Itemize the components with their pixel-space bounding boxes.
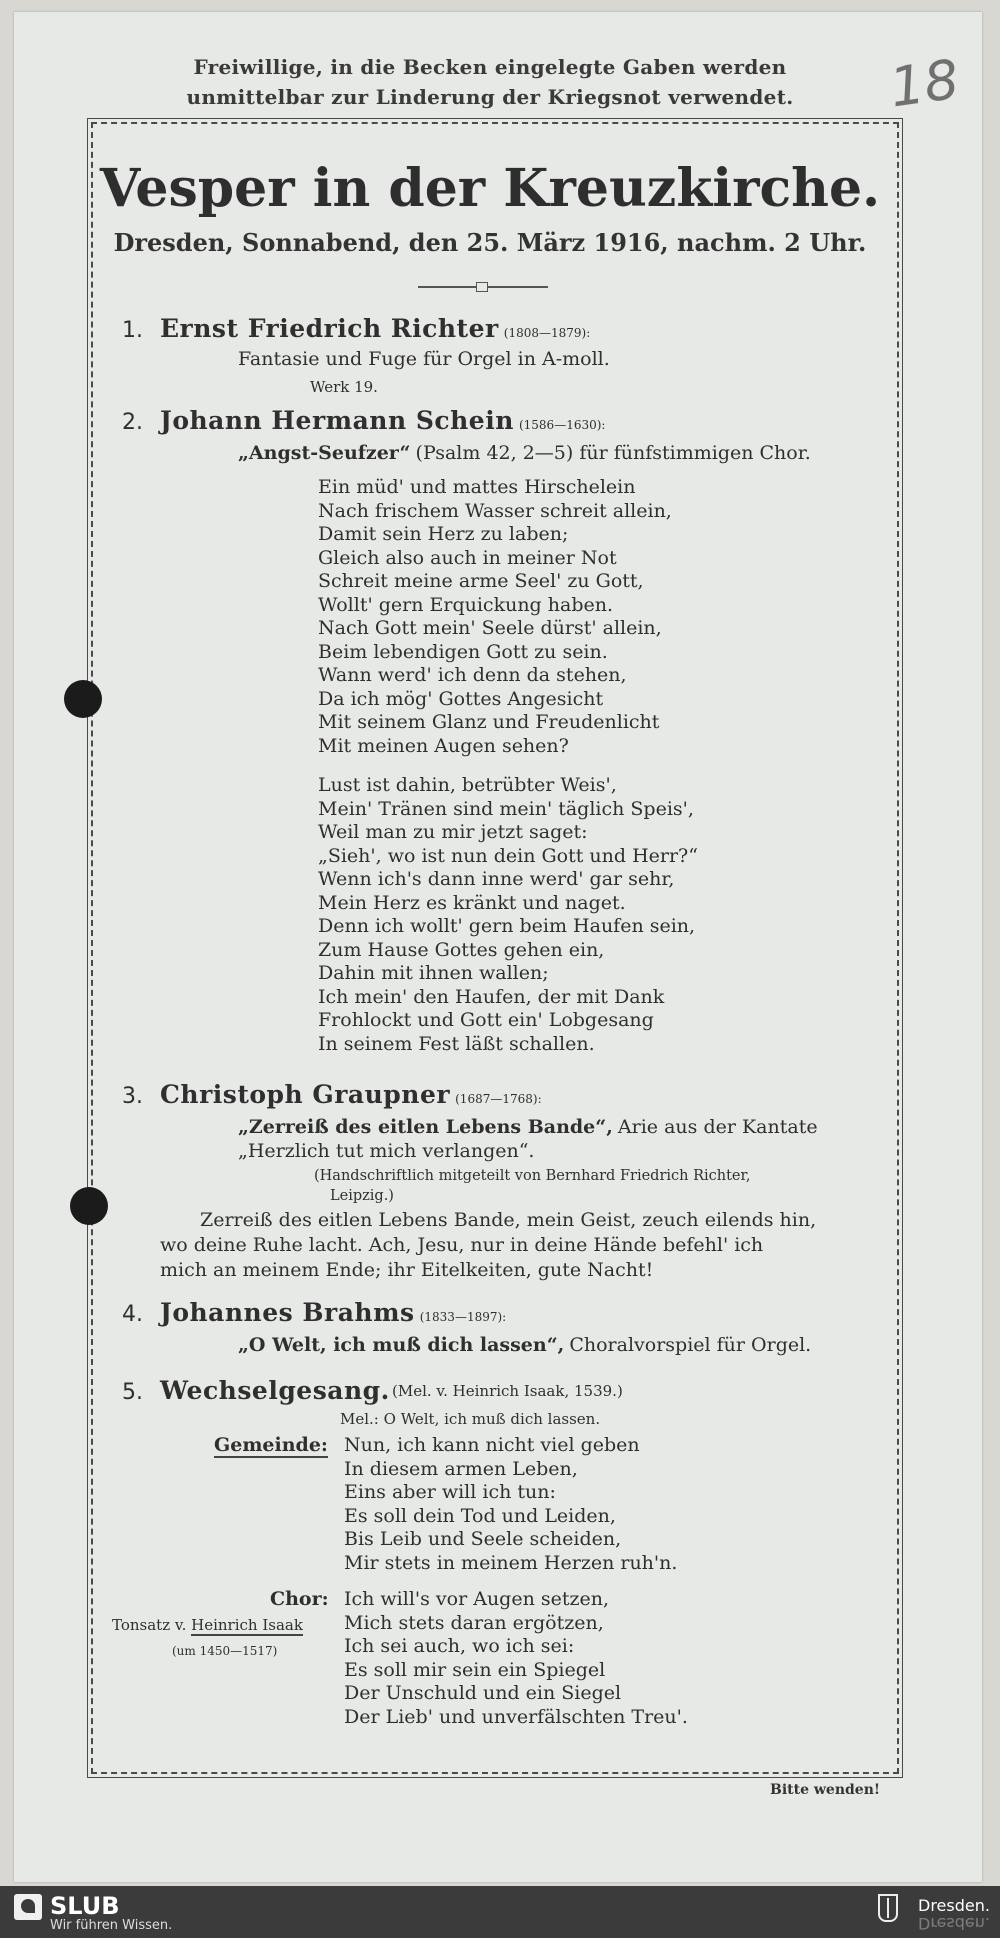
verse-line: Wollt' gern Erquickung haben.	[318, 593, 614, 616]
page-title: Vesper in der Kreuzkirche.	[99, 158, 881, 219]
verse-line: Es soll dein Tod und Leiden,	[344, 1504, 616, 1527]
slub-name[interactable]: SLUB	[50, 1892, 120, 1920]
page-subtitle: Dresden, Sonnabend, den 25. März 1916, nachm. 2 Uhr.	[113, 228, 867, 257]
verse-line: Nun, ich kann nicht viel geben	[344, 1434, 640, 1456]
item2-work-title: „Angst-Seufzer“	[238, 442, 411, 464]
item1-number: 1.	[122, 318, 143, 343]
item4-heading	[160, 1298, 506, 1327]
item3-work-rest: Arie aus der Kantate	[617, 1116, 818, 1138]
slub-claim: Wir führen Wissen.	[50, 1918, 173, 1933]
item5-melody: Mel.: O Welt, ich muß dich lassen.	[340, 1410, 601, 1428]
verse-line: Nach frischem Wasser schreit allein,	[318, 499, 672, 522]
verse-line: Frohlockt und Gott ein' Lobgesang	[318, 1009, 654, 1031]
verse-line: „Sieh', wo ist nun dein Gott und Herr?“	[318, 844, 698, 867]
verse-line: Wann werd' ich denn da stehen,	[318, 664, 627, 686]
item5-melody-source: (Mel. v. Heinrich Isaak, 1539.)	[392, 1382, 623, 1400]
verse-line: Mit seinem Glanz und Freudenlicht	[318, 711, 660, 733]
item2-stanza2	[318, 774, 698, 1056]
item3-source-line2: Leipzig.)	[330, 1188, 394, 1204]
verse-line: Gleich also auch in meiner Not	[318, 546, 617, 569]
item1-years: (1808—1879):	[503, 326, 591, 340]
item4-composer: Johannes Brahms	[160, 1298, 415, 1327]
item4-years: (1833—1897):	[419, 1310, 507, 1324]
item3-number: 3.	[122, 1084, 143, 1109]
choir-setting	[112, 1616, 303, 1634]
prose-line: Zerreiß des eitlen Lebens Bande, mein Geist, zeuch eilends hin,	[200, 1209, 817, 1231]
setting-years: (um 1450—1517)	[172, 1644, 278, 1658]
donation-note-line2: unmittelbar zur Linderung der Kriegsnot verwendet.	[186, 85, 794, 109]
verse-line: Zum Hause Gottes gehen ein,	[318, 938, 605, 961]
congregation-label: Gemeinde:	[214, 1434, 328, 1456]
item1-heading	[160, 314, 590, 343]
verse-line: Damit sein Herz zu laben;	[318, 523, 569, 545]
divider-ornament	[418, 286, 548, 288]
verse-line: Ich will's vor Augen setzen,	[344, 1588, 610, 1610]
choir-verse	[344, 1588, 688, 1729]
item4-number: 4.	[122, 1302, 143, 1327]
setting-prefix: Tonsatz v.	[112, 1616, 187, 1634]
dresden-crest-icon[interactable]	[878, 1894, 898, 1922]
congregation-verse	[344, 1434, 677, 1575]
verse-line: Ich mein' den Haufen, der mit Dank	[318, 985, 665, 1008]
verse-line: Mich stets daran ergötzen,	[344, 1611, 604, 1634]
item4-work-title: „O Welt, ich muß dich lassen“,	[238, 1334, 565, 1356]
verse-line: In diesem armen Leben,	[344, 1457, 578, 1480]
verse-line: Ich sei auch, wo ich sei:	[344, 1635, 575, 1657]
item3-heading	[160, 1080, 542, 1109]
item4-work	[238, 1334, 811, 1356]
item5-number: 5.	[122, 1380, 143, 1405]
verse-line: Wenn ich's dann inne werd' gar sehr,	[318, 868, 675, 890]
verse-line: Der Unschuld und ein Siegel	[344, 1682, 622, 1704]
dresden-name-reflection: Dresden.	[918, 1914, 990, 1933]
setting-composer: Heinrich Isaak	[191, 1616, 303, 1634]
verse-line: Der Lieb' und unverfälschten Treu'.	[344, 1705, 688, 1728]
verse-line: Eins aber will ich tun:	[344, 1481, 556, 1503]
item2-number: 2.	[122, 410, 143, 435]
verse-line: Ein müd' und mattes Hirschelein	[318, 476, 636, 498]
verse-line: Schreit meine arme Seel' zu Gott,	[318, 570, 644, 592]
item3-work-title: „Zerreiß des eitlen Lebens Bande“,	[238, 1116, 613, 1138]
prose-line: wo deine Ruhe lacht. Ach, Jesu, nur in deine Hände befehl' ich	[160, 1234, 764, 1256]
punch-hole	[64, 680, 102, 718]
slub-logo-icon[interactable]	[14, 1894, 42, 1920]
item2-years: (1586—1630):	[518, 418, 606, 432]
item3-work-line2: „Herzlich tut mich verlangen“.	[238, 1140, 535, 1162]
verse-line: Dahin mit ihnen wallen;	[318, 962, 549, 984]
choir-label: Chor:	[270, 1588, 329, 1610]
item3-work	[238, 1116, 818, 1138]
item4-work-rest: Choralvorspiel für Orgel.	[569, 1334, 812, 1356]
verse-line: Lust ist dahin, betrübter Weis',	[318, 774, 617, 796]
verse-line: Beim lebendigen Gott zu sein.	[318, 640, 608, 663]
verse-line: Mein' Tränen sind mein' täglich Speis',	[318, 797, 694, 820]
item3-years: (1687—1768):	[455, 1092, 542, 1106]
verse-line: Denn ich wollt' gern beim Haufen sein,	[318, 915, 696, 937]
please-turn-note: Bitte wenden!	[770, 1782, 881, 1798]
donation-note-line1: Freiwillige, in die Becken eingelegte Gaben werden	[193, 55, 787, 79]
item1-opus: Werk 19.	[310, 378, 378, 396]
dresden-name[interactable]: Dresden.	[918, 1896, 990, 1915]
punch-hole	[70, 1187, 108, 1225]
item2-stanza1	[318, 476, 672, 758]
verse-line: Da ich mög' Gottes Angesicht	[318, 687, 604, 710]
archive-number: 18	[885, 47, 963, 120]
item2-work-rest: (Psalm 42, 2—5) für fünfstimmigen Chor.	[415, 442, 811, 464]
verse-line: Es soll mir sein ein Spiegel	[344, 1658, 606, 1681]
item3-source-line1: (Handschriftlich mitgeteilt von Bernhard Friedrich Richter,	[314, 1168, 751, 1184]
verse-line: Bis Leib und Seele scheiden,	[344, 1528, 622, 1550]
verse-line: Mir stets in meinem Herzen ruh'n.	[344, 1551, 678, 1574]
item2-work	[238, 442, 811, 464]
item2-composer: Johann Hermann Schein	[160, 406, 514, 435]
verse-line: Mein Herz es kränkt und naget.	[318, 891, 626, 914]
item5-title: Wechselgesang.	[160, 1376, 390, 1405]
verse-line: In seinem Fest läßt schallen.	[318, 1032, 595, 1055]
donation-note	[0, 52, 980, 112]
item3-aria-text	[160, 1208, 816, 1283]
item3-composer: Christoph Graupner	[160, 1080, 451, 1109]
item2-heading	[160, 406, 605, 435]
item1-work: Fantasie und Fuge für Orgel in A-moll.	[238, 348, 610, 370]
verse-line: Nach Gott mein' Seele dürst' allein,	[318, 617, 662, 639]
verse-line: Weil man zu mir jetzt saget:	[318, 821, 588, 843]
prose-line: mich an meinem Ende; ihr Eitelkeiten, gute Nacht!	[160, 1259, 654, 1281]
verse-line: Mit meinen Augen sehen?	[318, 734, 569, 757]
item1-composer: Ernst Friedrich Richter	[160, 314, 499, 343]
